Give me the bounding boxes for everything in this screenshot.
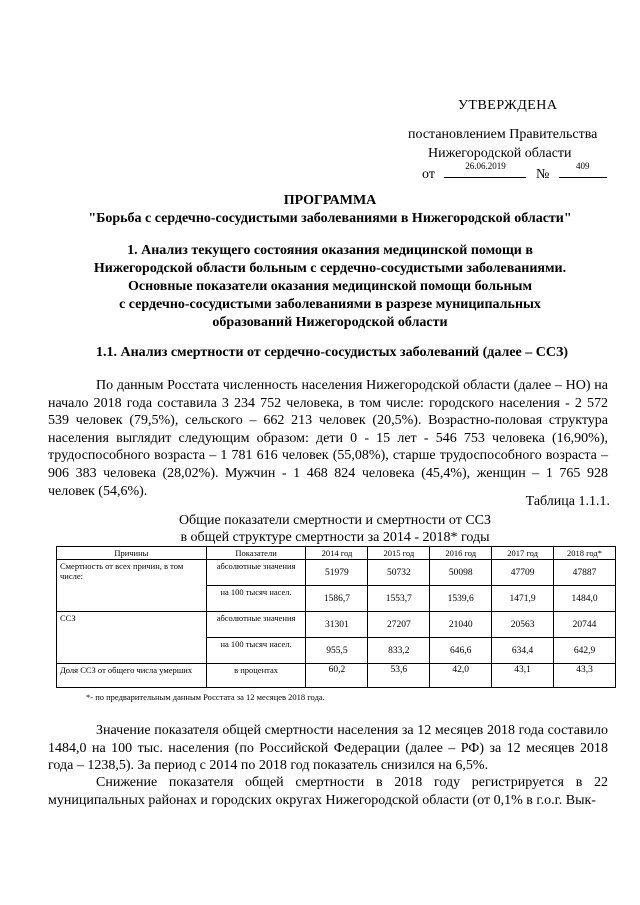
section-1-line: с сердечно-сосудистыми заболеваниями в разрезе муниципальных bbox=[119, 297, 541, 312]
value-cell: 1553,7 bbox=[368, 586, 430, 612]
section-1-line: Нижегородской области больным с сердечно-сосудистыми заболеваниями. bbox=[93, 261, 567, 276]
value-cell: 50732 bbox=[368, 560, 430, 586]
value-cell: 43,1 bbox=[492, 664, 554, 688]
section-1-heading bbox=[40, 242, 620, 332]
value-cell: 642,9 bbox=[554, 638, 616, 664]
header-cause: Причины bbox=[57, 547, 207, 560]
paragraph-decrease bbox=[48, 774, 608, 809]
date-field bbox=[444, 163, 526, 178]
value-cell: 646,6 bbox=[430, 638, 492, 664]
value-cell: 27207 bbox=[368, 612, 430, 638]
from-label: от bbox=[422, 167, 435, 182]
section-1-1-heading: 1.1. Анализ смертности от сердечно-сосудистых заболеваний (далее – ССЗ) bbox=[96, 345, 569, 360]
header-year: 2014 год bbox=[306, 547, 368, 560]
value-cell: 43,3 bbox=[554, 664, 616, 688]
paragraph-population bbox=[48, 377, 608, 500]
number-label: № bbox=[535, 167, 550, 182]
mortality-table bbox=[56, 546, 616, 688]
number-value: 409 bbox=[576, 161, 590, 171]
approval-date-row bbox=[400, 163, 630, 185]
header-year: 2016 год bbox=[430, 547, 492, 560]
value-cell: 1471,9 bbox=[492, 586, 554, 612]
header-year: 2017 год bbox=[492, 547, 554, 560]
value-cell: 42,0 bbox=[430, 664, 492, 688]
approval-heading: УТВЕРЖДЕНА bbox=[458, 98, 558, 113]
indicator-cell: на 100 тысяч насел. bbox=[206, 586, 306, 612]
indicator-cell: абсолютные значения bbox=[206, 612, 306, 638]
value-cell: 1586,7 bbox=[306, 586, 368, 612]
value-cell: 50098 bbox=[430, 560, 492, 586]
header-indicator: Показатели bbox=[206, 547, 306, 560]
approval-line-1: постановлением Правительства bbox=[408, 127, 598, 142]
value-cell: 21040 bbox=[430, 612, 492, 638]
value-cell: 1539,6 bbox=[430, 586, 492, 612]
value-cell: 51979 bbox=[306, 560, 368, 586]
table-row bbox=[57, 560, 616, 586]
section-1-line: Основные показатели оказания медицинской помощи больным bbox=[127, 279, 532, 294]
program-name: "Борьба с сердечно-сосудистыми заболеваниями в Нижегородской области" bbox=[88, 211, 572, 226]
paragraph-text: Снижение показателя общей смертности в 2018 году регистрируется в 22 муниципальных районах и городских округах Нижегородской области (от 0,1% в г.о.г. Вык- bbox=[48, 775, 608, 808]
value-cell: 53,6 bbox=[368, 664, 430, 688]
table-header-row bbox=[57, 547, 616, 560]
value-cell: 20563 bbox=[492, 612, 554, 638]
table-row bbox=[57, 664, 616, 688]
value-cell: 1484,0 bbox=[554, 586, 616, 612]
paragraph-mortality bbox=[48, 722, 608, 775]
indicator-cell: абсолютные значения bbox=[206, 560, 306, 586]
indicator-cell: на 100 тысяч насел. bbox=[206, 638, 306, 664]
program-label: ПРОГРАММА bbox=[283, 193, 377, 208]
table-label: Таблица 1.1.1. bbox=[525, 494, 610, 509]
paragraph-text: Значение показателя общей смертности населения за 12 месяцев 2018 года составило 1484,0 на 100 тыс. населения (по Российской Федерации (далее – РФ) за 12 месяцев 2018 года – 1238,5). За период с 2014 по 2018 год показатель снизился на 6,5%. bbox=[48, 723, 608, 774]
table-row bbox=[57, 612, 616, 638]
table-caption-line-1: Общие показатели смертности и смертности от ССЗ bbox=[178, 513, 492, 528]
value-cell: 47709 bbox=[492, 560, 554, 586]
cause-cell: Доля ССЗ от общего числа умерших bbox=[57, 664, 207, 688]
table-caption-line-2: в общей структуре смертности за 2014 - 2018* годы bbox=[180, 530, 490, 545]
header-year: 2018 год* bbox=[554, 547, 616, 560]
table-caption bbox=[40, 512, 630, 546]
section-1-line: образований Нижегородской области bbox=[212, 315, 448, 330]
indicator-cell: в процентах bbox=[206, 664, 306, 688]
section-1-line: 1. Анализ текущего состояния оказания медицинской помощи в bbox=[127, 243, 533, 258]
value-cell: 47887 bbox=[554, 560, 616, 586]
value-cell: 31301 bbox=[306, 612, 368, 638]
approval-block bbox=[400, 96, 630, 185]
table-footnote: *- по предварительным данным Росстата за 12 месяцев 2018 года. bbox=[86, 692, 325, 702]
value-cell: 634,4 bbox=[492, 638, 554, 664]
number-field bbox=[559, 163, 607, 178]
paragraph-text: По данным Росстата численность населения Нижегородской области (далее – НО) на начало 2018 года составила 3 234 752 человека, в том числе: городского населения - 2 572 539 человек (79,5%), сельского – 662 213 человек (20,5%). Возрастно-половая структура населения выглядит следующим образом: дети 0 - 15 лет - 546 753 человека (16,90%), трудоспособного возраста – 1 781 616 человек (55,08%), старше трудоспособного возраста – 906 383 человека (28,02%). Мужчин - 1 468 824 человека (45,4%), женщин – 1 765 928 человек (54,6%). bbox=[48, 378, 608, 499]
program-title bbox=[40, 192, 620, 228]
header-year: 2015 год bbox=[368, 547, 430, 560]
date-value: 26.06.2019 bbox=[465, 161, 506, 171]
approval-line-2: Нижегородской области bbox=[428, 146, 572, 161]
value-cell: 833,2 bbox=[368, 638, 430, 664]
value-cell: 60,2 bbox=[306, 664, 368, 688]
value-cell: 955,5 bbox=[306, 638, 368, 664]
cause-cell: Смертность от всех причин, в том числе: bbox=[57, 560, 207, 612]
cause-cell: ССЗ bbox=[57, 612, 207, 664]
value-cell: 20744 bbox=[554, 612, 616, 638]
